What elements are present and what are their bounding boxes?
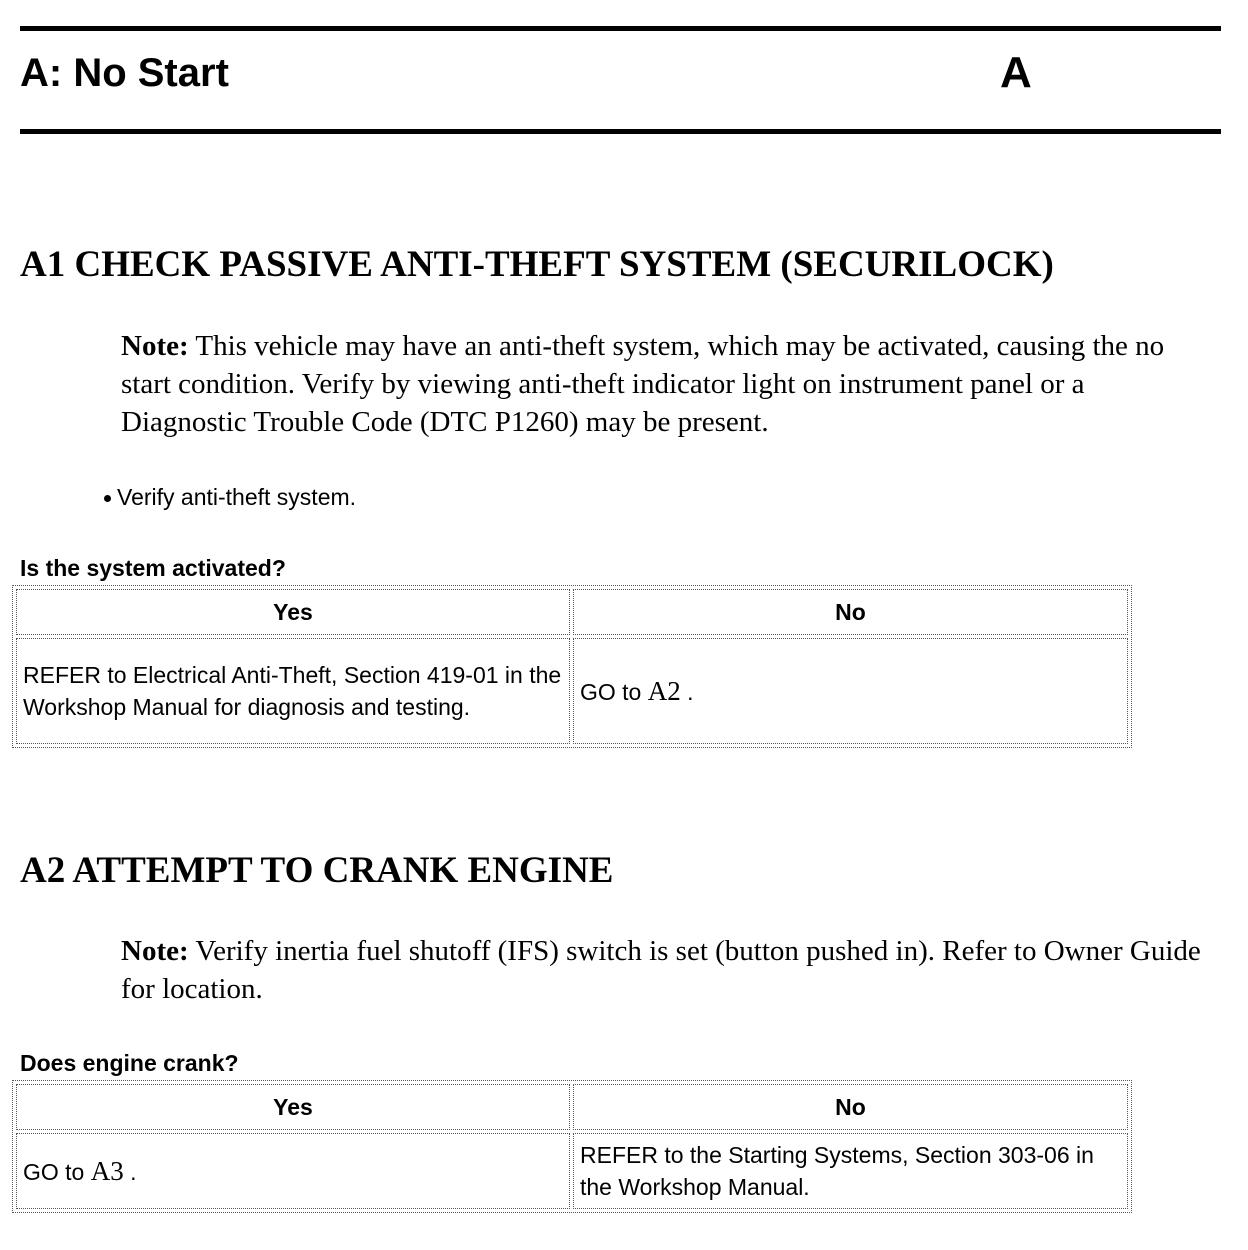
no-header: No [573,1084,1128,1130]
step-a1-bullet [104,483,356,511]
no-cell: REFER to the Starting Systems, Section 303-06 in the Workshop Manual. [573,1133,1128,1209]
no-header: No [573,589,1128,635]
yes-cell: REFER to Electrical Anti-Theft, Section 419-01 in the Workshop Manual for diagnosis and testing. [16,638,570,744]
table-header-row [16,589,1128,635]
note-text: Verify inertia fuel shutoff (IFS) switch is set (button pushed in). Refer to Owner Guide for location. [121,935,1201,1005]
step-a2-decision-table [12,1080,1132,1213]
note-label: Note: [121,330,189,362]
step-a1-note [121,327,1201,441]
step-a1-heading: A1 CHECK PASSIVE ANTI-THEFT SYSTEM (SECURILOCK) [20,244,1054,285]
step-a3-link[interactable]: A3 [90,1155,124,1186]
note-label: Note: [121,935,189,967]
go-to-prefix: GO to [580,678,648,705]
step-a1-decision-table [12,585,1132,748]
table-row [16,638,1128,744]
yes-header: Yes [16,589,570,635]
step-a2-heading: A2 ATTEMPT TO CRANK ENGINE [20,850,614,891]
section-letter: A [1000,48,1032,97]
page-title: A: No Start [20,51,229,95]
yes-cell [16,1133,570,1209]
yes-header: Yes [16,1084,570,1130]
step-a2-link[interactable]: A2 [647,675,681,706]
no-cell [573,638,1128,744]
table-row [16,1133,1128,1209]
step-a1-question: Is the system activated? [20,555,286,581]
bottom-rule [20,129,1221,134]
bullet-icon [104,495,111,502]
note-text: This vehicle may have an anti-theft system, which may be activated, causing the no start condition. Verify by viewing anti-theft indicator light on instrument panel or a Diagnostic Trouble Code (DTC P1260) may be present. [121,330,1165,438]
table-header-row [16,1084,1128,1130]
top-rule [20,26,1221,31]
step-a2-question: Does engine crank? [20,1050,239,1076]
go-to-prefix: GO to [23,1158,91,1185]
go-to-suffix: . [123,1158,137,1185]
bullet-text: Verify anti-theft system. [117,484,357,510]
step-a2-note [121,932,1201,1008]
go-to-suffix: . [680,678,694,705]
